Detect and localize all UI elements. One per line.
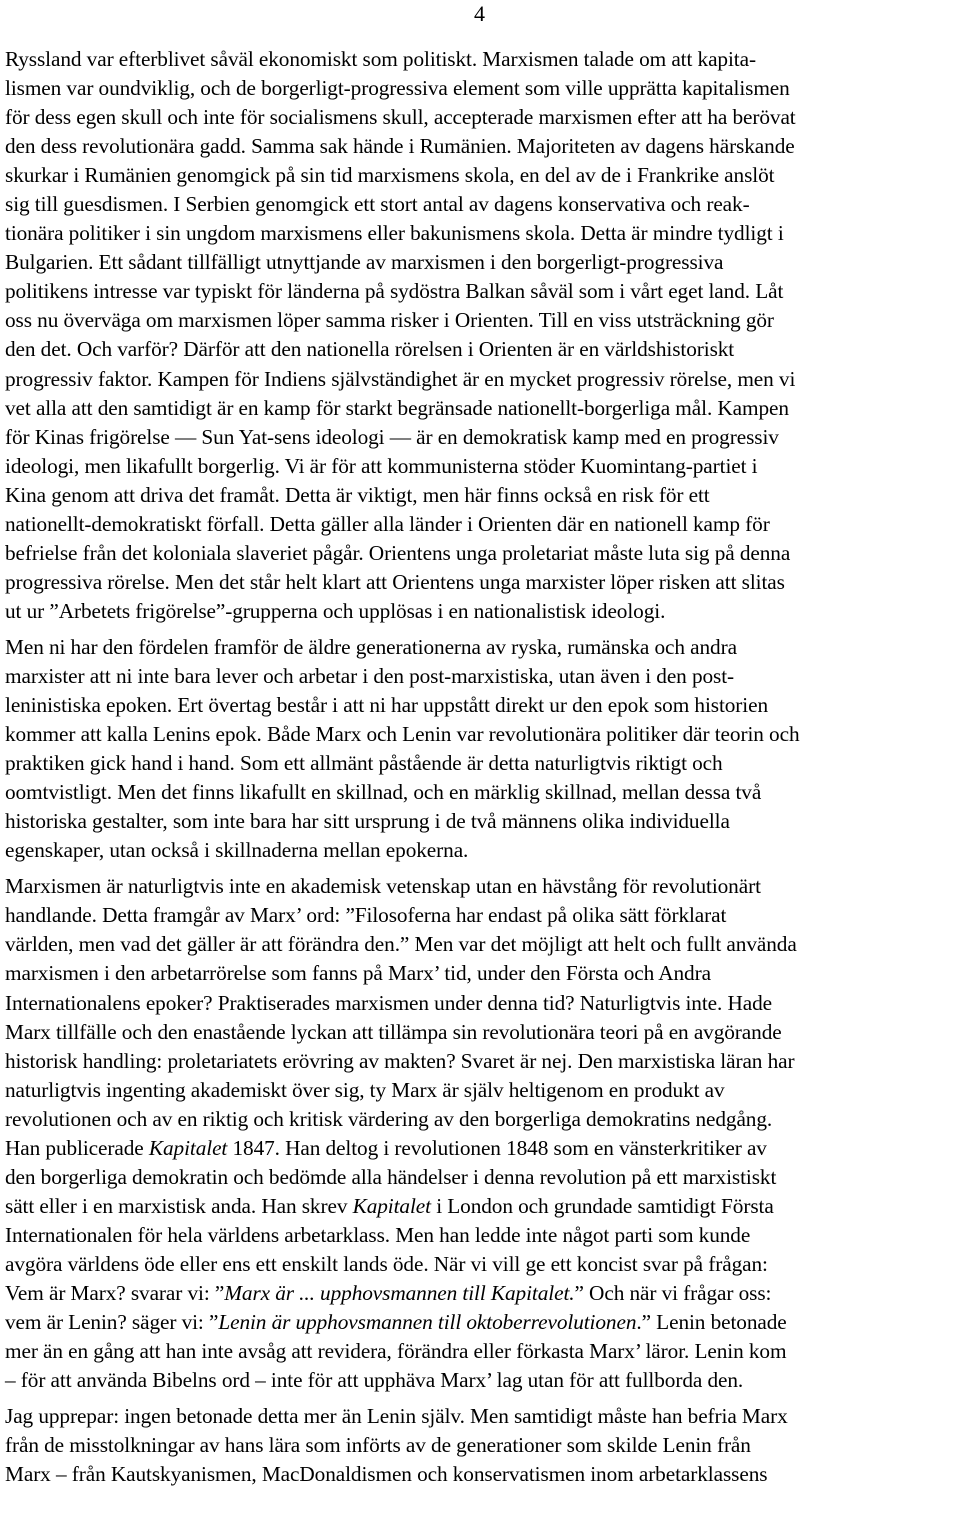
text-run: ” Och när vi frågar oss: [574,1280,772,1305]
text-run: Men ni har den fördelen framför de äldre generationerna av ryska, rumänska och andra [5,634,737,659]
text-line [5,1163,960,1192]
text-run: Marxismen är naturligtvis inte en akademisk vetenskap utan en hävstång för revolutionärt [5,874,761,899]
text-line [5,132,960,161]
text-line [5,248,960,277]
text-run: i London och grundade samtidigt Första [430,1193,774,1218]
text-line [5,901,960,930]
page-number: 4 [474,1,485,26]
text-run: marxister att ni inte bara lever och arbetar i den post-marxistiska, utan även i den post- [5,663,735,688]
text-run: naturligtvis ingenting akademiskt över sig, ty Marx är själv heltigenom en produkt av [5,1077,725,1102]
text-line [5,1308,960,1337]
text-run: Marx tillfälle och den enastående lyckan att tillämpa sin revolutionära teori på en avgörande [5,1019,782,1044]
text-line [5,597,960,626]
text-run: vet alla att den samtidigt är en kamp för starkt begränsade nationellt-borgerliga mål. Kampen [5,395,789,420]
text-line [5,691,960,720]
text-run: den borgerliga demokratin och bedömde alla händelser i denna revolution på ett marxistiskt [5,1164,777,1189]
text-run: .” Lenin betonade [636,1310,787,1335]
text-run: nationellt-demokratiskt förfall. Detta gäller alla länder i Orienten där en nationell kamp för [5,511,770,536]
text-run: 1847. Han deltog i revolutionen 1848 som en vänsterkritiker av [227,1135,767,1160]
text-run: skurkar i Rumänien genomgick på sin tid marxismens skola, en del av de i Frankrike anslöt [5,163,775,188]
text-line [5,423,960,452]
text-run: för Kinas frigörelse — Sun Yat-sens ideologi — är en demokratisk kamp med en progressiv [5,424,779,449]
text-line [5,989,960,1018]
text-line [5,872,960,901]
text-run: progressiva rörelse. Men det står helt klart att Orientens unga marxister löper risken att slitas [5,569,785,594]
text-run: lismen var oundviklig, och de borgerligt-progressiva element som ville upprätta kapitalismen [5,76,790,101]
text-line [5,219,960,248]
text-line [5,481,960,510]
text-line [5,103,960,132]
text-line [5,749,960,778]
text-line [5,1279,960,1308]
text-run: befrielse från det koloniala slaveriet pågår. Orientens unga proletariat måste luta sig på denna [5,540,791,565]
paragraph [5,633,960,865]
text-run: sig till guesdismen. I Serbien genomgick ett stort antal av dagens konservativa och reak- [5,192,750,217]
text-line [5,365,960,394]
text-run: Vem är Marx? svarar vi: ” [5,1280,225,1305]
text-run: – för att använda Bibelns ord – inte för att upphäva Marx’ lag utan för att fullborda den. [5,1368,744,1393]
text-run: egenskaper, utan också i skillnaderna mellan epokerna. [5,838,469,863]
text-run: historisk handling: proletariatets erövring av makten? Svaret är nej. Den marxistiska läran har [5,1048,795,1073]
text-run: ut ur ”Arbetets frigörelse”-grupperna och upplösas i en nationalistisk ideologi. [5,598,666,623]
text-run: marxismen i den arbetarrörelse som fanns på Marx’ tid, under den Första och Andra [5,961,711,986]
text-line [5,1047,960,1076]
text-run: den dess revolutionära gadd. Samma sak hände i Rumänien. Majoriteten av dagens härskande [5,134,795,159]
text-run: från de misstolkningar av hans lära som införts av de generationer som skilde Lenin från [5,1433,751,1458]
text-line [5,1337,960,1366]
text-run: världen, men vad det gäller är att förändra den.” Men var det möjligt att helt och fullt använda [5,932,797,957]
text-line [5,45,960,74]
text-line [5,1018,960,1047]
text-line [5,161,960,190]
text-line [5,1366,960,1395]
text-line [5,568,960,597]
text-run: progressiv faktor. Kampen för Indiens självständighet är en mycket progressiv rörelse, men vi [5,366,796,391]
text-run: för dess egen skull och inte för socialismens skull, accepterade marxismen efter att ha berövat [5,105,796,130]
text-run: Kina genom att driva det framåt. Detta är viktigt, men här finns också en risk för ett [5,482,710,507]
text-run: revolutionen och av en riktig och kritisk värdering av den borgerliga demokratins nedgång. [5,1106,773,1131]
text-line [5,959,960,988]
text-run: Internationalen för hela världens arbetarklass. Men han ledde inte något parti som kunde [5,1222,751,1247]
text-line [5,778,960,807]
text-run: mer än en gång att han inte avsåg att revidera, förändra eller förkasta Marx’ läror. Lenin kom [5,1339,787,1364]
italic-text: Lenin är upphovsmannen till oktoberrevolutionen [218,1310,637,1335]
italic-text: Kapitalet [352,1193,431,1218]
text-run: Internationalens epoker? Praktiserades marxismen under denna tid? Naturligtvis inte. Hade [5,990,772,1015]
text-run: handlande. Detta framgår av Marx’ ord: ”Filosoferna har endast på olika sätt förklarat [5,903,727,928]
text-line [5,539,960,568]
text-run: leninistiska epoken. Ert övertag består i att ni har uppstått direkt ur den epok som historien [5,693,769,718]
text-run: vem är Lenin? säger vi: ” [5,1310,219,1335]
text-line [5,807,960,836]
paragraph [5,45,960,626]
text-run: politikens intresse var typiskt för länderna på sydöstra Balkan såväl som i vårt eget land. Låt [5,279,784,304]
text-line [5,452,960,481]
text-line [5,662,960,691]
text-run: oomtvistligt. Men det finns likafullt en skillnad, och en märklig skillnad, mellan dessa två [5,780,762,805]
text-line [5,720,960,749]
text-line [5,1134,960,1163]
text-line [5,633,960,662]
text-line [5,335,960,364]
italic-text: Kapitalet [148,1135,228,1160]
text-line [5,1250,960,1279]
document-body [5,45,960,1496]
text-line [5,394,960,423]
text-run: praktiken gick hand i hand. Som ett allmänt påstående är detta naturligtvis riktigt och [5,751,723,776]
text-line [5,1431,960,1460]
text-line [5,1076,960,1105]
text-run: Marx – från Kautskyanismen, MacDonaldismen och konservatismen inom arbetarklassens [5,1462,768,1487]
text-line [5,306,960,335]
text-line [5,1221,960,1250]
text-line [5,277,960,306]
text-line [5,74,960,103]
text-run: Ryssland var efterblivet såväl ekonomiskt som politiskt. Marxismen talade om att kapita- [5,47,756,71]
text-run: tionära politiker i sin ungdom marxismens eller bakunismens skola. Detta är mindre tydligt i [5,221,784,246]
italic-text: Marx är ... upphovsmannen till Kapitalet. [224,1280,575,1305]
text-line [5,1192,960,1221]
text-line [5,1460,960,1489]
text-line [5,510,960,539]
paragraph [5,1402,960,1489]
text-run: avgöra världens öde eller ens ett enskilt lands öde. När vi vill ge ett koncist svar på frågan: [5,1251,768,1276]
text-run: historiska gestalter, som inte bara har sitt ursprung i de två männens olika individuella [5,809,730,834]
paragraph [5,872,960,1395]
text-run: Han publicerade [5,1135,149,1160]
text-line [5,190,960,219]
text-run: kommer att kalla Lenins epok. Både Marx och Lenin var revolutionära politiker där teorin och [5,722,800,747]
text-run: oss nu överväga om marxismen löper samma risker i Orienten. Till en viss utsträckning gör [5,308,774,333]
text-line [5,1402,960,1431]
text-run: sätt eller i en marxistisk anda. Han skrev [5,1193,353,1218]
text-run: Bulgarien. Ett sådant tillfälligt utnyttjande av marxismen i den borgerligt-progressiva [5,250,724,275]
text-line [5,1105,960,1134]
text-line [5,930,960,959]
text-run: ideologi, men likafullt borgerlig. Vi är för att kommunisterna stöder Kuomintang-partiet i [5,453,758,478]
text-line [5,836,960,865]
text-run: den det. Och varför? Därför att den nationella rörelsen i Orienten är en världshistoriskt [5,337,735,362]
text-run: Jag upprepar: ingen betonade detta mer än Lenin själv. Men samtidigt måste han befria Marx [5,1404,788,1429]
